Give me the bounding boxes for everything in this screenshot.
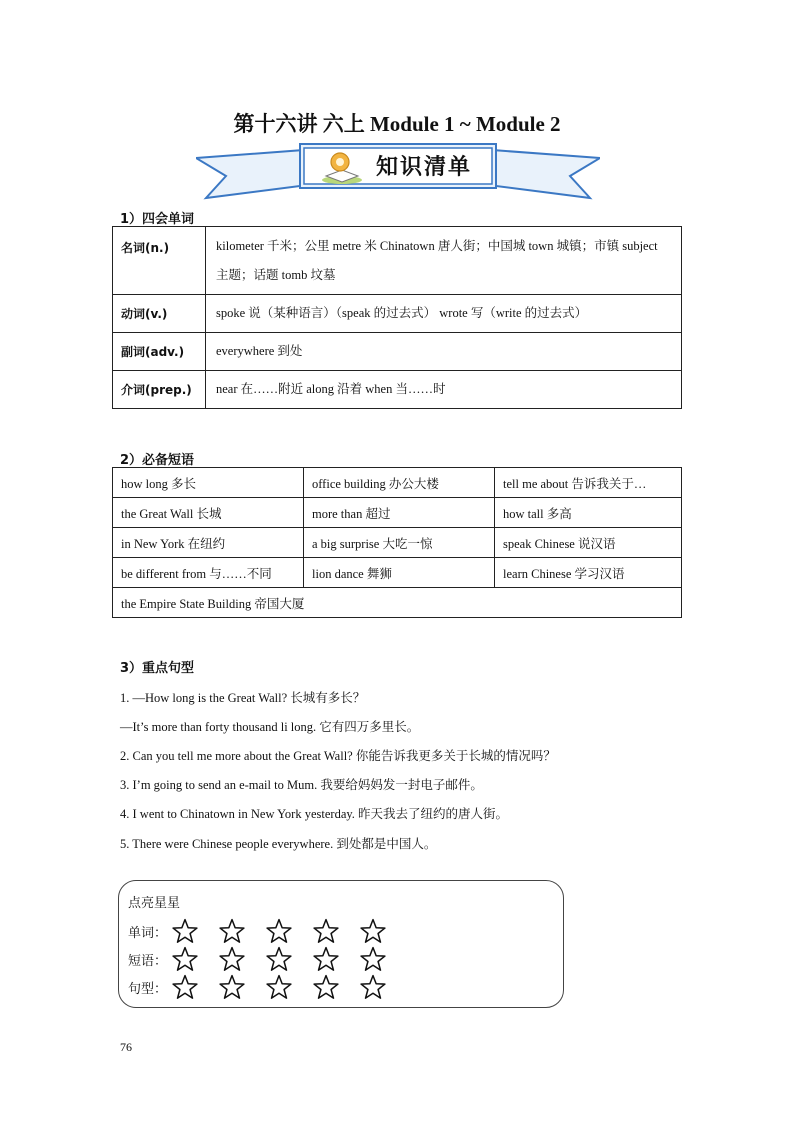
phrase-cell: tell me about 告诉我关于… xyxy=(495,468,682,498)
sentence-line: 2. Can you tell me more about the Great Wall? 你能告诉我更多关于长城的情况吗？ xyxy=(120,749,556,763)
star-icon[interactable] xyxy=(313,974,339,1000)
book-icon xyxy=(320,150,364,186)
table-row xyxy=(113,333,682,371)
phrase-cell: more than 超过 xyxy=(304,498,495,528)
star-icon[interactable] xyxy=(360,946,386,972)
phrase-cell: how tall 多高 xyxy=(495,498,682,528)
sentence-line: 1. —How long is the Great Wall? 长城有多长？ xyxy=(120,691,366,705)
star-icon[interactable] xyxy=(266,974,292,1000)
word-class-cell: 名词(n.) xyxy=(113,227,206,295)
star-icon[interactable] xyxy=(266,918,292,944)
star-group xyxy=(172,918,407,944)
phrase-cell: speak Chinese 说汉语 xyxy=(495,528,682,558)
star-icon[interactable] xyxy=(172,946,198,972)
phrases-table xyxy=(112,467,682,618)
star-group xyxy=(172,974,407,1000)
star-icon[interactable] xyxy=(172,974,198,1000)
word-class-cell: 副词(adv.) xyxy=(113,333,206,371)
table-row xyxy=(113,558,682,588)
star-icon[interactable] xyxy=(360,974,386,1000)
table-row xyxy=(113,588,682,618)
page-number: 76 xyxy=(120,1040,132,1054)
star-icon[interactable] xyxy=(172,918,198,944)
words-table xyxy=(112,226,682,409)
phrase-cell: office building 办公大楼 xyxy=(304,468,495,498)
section-heading-sentences: 3）重点句型 xyxy=(120,661,195,676)
phrase-cell: how long 多长 xyxy=(113,468,304,498)
table-row xyxy=(113,227,682,295)
star-icon[interactable] xyxy=(266,946,292,972)
word-list-cell: kilometer 千米；公里 metre 米 Chinatown 唐人街；中国城 town 城镇；市镇 subject 主题；话题 tomb 坟墓 xyxy=(206,227,682,295)
word-list-cell: spoke 说（某种语言）（speak 的过去式） wrote 写（write 的过去式） xyxy=(206,295,682,333)
star-row-label: 单词： xyxy=(128,925,168,941)
star-icon[interactable] xyxy=(360,918,386,944)
phrase-cell: learn Chinese 学习汉语 xyxy=(495,558,682,588)
section-heading-words: 1）四会单词 xyxy=(120,212,195,227)
star-icon[interactable] xyxy=(313,918,339,944)
sentence-line: —It’s more than forty thousand li long. 它有四万多里长。 xyxy=(120,720,420,734)
star-icon[interactable] xyxy=(219,946,245,972)
section-heading-phrases: 2）必备短语 xyxy=(120,453,195,468)
page-title: 第十六讲 六上 Module 1 ~ Module 2 xyxy=(233,112,561,136)
phrase-cell: the Great Wall 长城 xyxy=(113,498,304,528)
star-row-sentences xyxy=(128,974,407,1000)
phrase-cell: in New York 在纽约 xyxy=(113,528,304,558)
phrase-cell: lion dance 舞狮 xyxy=(304,558,495,588)
star-icon[interactable] xyxy=(219,918,245,944)
word-list-cell: everywhere 到处 xyxy=(206,333,682,371)
sentence-line: 4. I went to Chinatown in New York yesterday. 昨天我去了纽约的唐人街。 xyxy=(120,807,509,821)
star-row-words xyxy=(128,918,407,944)
table-row xyxy=(113,468,682,498)
table-row xyxy=(113,295,682,333)
word-class-cell: 动词(v.) xyxy=(113,295,206,333)
phrase-cell: be different from 与……不同 xyxy=(113,558,304,588)
star-box-title: 点亮星星 xyxy=(128,896,181,911)
table-row xyxy=(113,371,682,409)
table-row xyxy=(113,498,682,528)
sentence-line: 5. There were Chinese people everywhere. 到处都是中国人。 xyxy=(120,837,437,851)
phrase-cell: a big surprise 大吃一惊 xyxy=(304,528,495,558)
word-list-cell: near 在……附近 along 沿着 when 当……时 xyxy=(206,371,682,409)
sentence-line: 3. I’m going to send an e-mail to Mum. 我要给妈妈发一封电子邮件。 xyxy=(120,778,483,792)
star-icon[interactable] xyxy=(219,974,245,1000)
star-icon[interactable] xyxy=(313,946,339,972)
star-row-label: 短语： xyxy=(128,953,168,969)
star-group xyxy=(172,946,407,972)
table-row xyxy=(113,528,682,558)
star-row-label: 句型： xyxy=(128,981,168,997)
phrase-cell: the Empire State Building 帝国大厦 xyxy=(113,588,682,618)
word-class-cell: 介词(prep.) xyxy=(113,371,206,409)
banner-title: 知识清单 xyxy=(376,155,473,180)
star-row-phrases xyxy=(128,946,407,972)
